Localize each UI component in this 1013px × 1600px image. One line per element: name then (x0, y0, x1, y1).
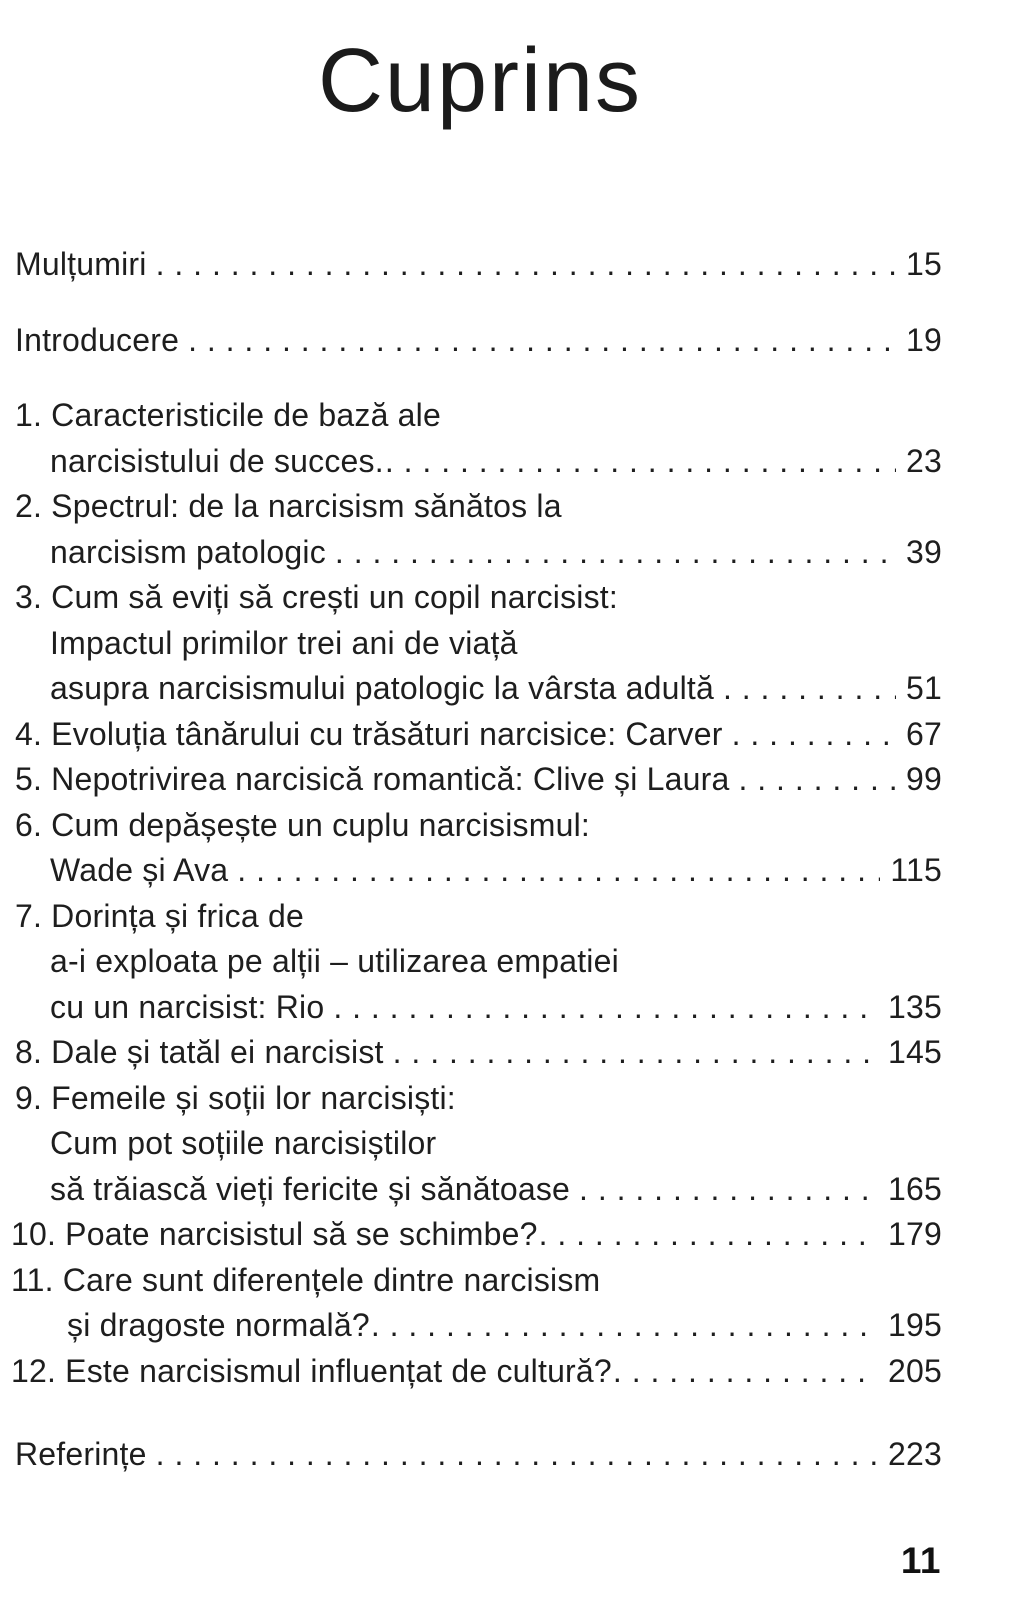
entry-text: 11. Care sunt diferențele dintre narcisism (11, 1261, 601, 1298)
dot-leader (393, 1034, 878, 1071)
entry-page-number: 195 (888, 1307, 942, 1343)
dot-leader (385, 443, 896, 480)
entry-text: 6. Cum depășește un cuplu narcisismul: (15, 806, 590, 843)
entry-text: Cum pot soțiile narcisiștilor (50, 1125, 437, 1161)
entry-text: Wade și Ava (50, 852, 229, 888)
dot-leader (613, 1353, 878, 1390)
dot-leader (738, 761, 896, 798)
entry-text: Introducere (15, 321, 180, 358)
entry-text: 5. Nepotrivirea narcisică romantică: Clive și Laura (15, 761, 730, 797)
entry-page-number: 145 (888, 1034, 942, 1070)
entry-text: a-i exploata pe alții – utilizarea empatiei (50, 943, 619, 979)
toc-entry-line (15, 1436, 942, 1482)
entry-page-number: 135 (888, 988, 942, 1025)
toc-entry-line (15, 443, 942, 489)
toc-entry-line (11, 1262, 942, 1308)
toc-entry-line (15, 943, 942, 989)
toc-entry-line (15, 625, 942, 671)
entry-text: și dragoste normală? (67, 1307, 370, 1343)
page-title: Cuprins (317, 31, 643, 131)
entry-page-number: 15 (906, 246, 942, 282)
entry-text: 10. Poate narcisistul să se schimbe? (11, 1216, 538, 1252)
dot-leader (732, 716, 896, 753)
toc-entry-line (15, 670, 942, 716)
toc-entry-line (15, 989, 942, 1035)
toc-entry-line (15, 1171, 942, 1217)
toc-entry-line (15, 852, 942, 898)
entry-text: Referințe (15, 1436, 147, 1472)
entry-page-number: 205 (888, 1352, 942, 1389)
entry-page-number: 51 (906, 670, 942, 706)
entry-text: Impactul primilor trei ani de viață (50, 624, 518, 661)
toc-entry-line (15, 807, 942, 853)
entry-text: să trăiască vieți fericite și sănătoase (50, 1170, 571, 1207)
entry-text: 4. Evoluția tânărului cu trăsături narcisice: Carver (15, 715, 723, 752)
dot-leader (156, 246, 896, 283)
table-of-contents (11, 246, 942, 1482)
dot-leader (539, 1216, 878, 1253)
entry-page-number: 99 (906, 761, 942, 797)
entry-page-number: 223 (888, 1436, 942, 1472)
toc-entry-line (15, 761, 942, 807)
toc-entry-line (11, 1353, 942, 1399)
toc-entry-line (15, 246, 942, 292)
toc-entry-line (15, 534, 942, 580)
entry-page-number: 179 (888, 1216, 942, 1252)
entry-text: narcisistului de succes. (50, 442, 384, 479)
entry-page-number: 67 (906, 715, 942, 752)
entry-page-number: 39 (906, 533, 942, 570)
entry-text: 9. Femeile și soții lor narcisiști: (15, 1079, 456, 1116)
dot-leader (156, 1436, 878, 1473)
toc-entry-line (15, 1307, 942, 1353)
toc-entry-line (15, 579, 942, 625)
toc-entry-line (15, 322, 942, 368)
entry-page-number: 115 (890, 852, 942, 888)
entry-text: 8. Dale și tatăl ei narcisist (15, 1034, 384, 1070)
entry-page-number: 165 (888, 1170, 942, 1207)
entry-page-number: 19 (906, 321, 942, 358)
toc-entry-line (15, 716, 942, 762)
entry-text: 7. Dorința și frica de (15, 897, 304, 934)
dot-leader (723, 670, 896, 707)
entry-text: narcisism patologic (50, 533, 326, 570)
entry-text: 12. Este narcisismul influențat de cultură? (11, 1352, 612, 1389)
entry-page-number: 23 (906, 442, 942, 479)
page-number: 11 (900, 1540, 941, 1581)
toc-entry-line (11, 1216, 942, 1262)
dot-leader (333, 989, 878, 1026)
entry-text: asupra narcisismului patologic la vârsta adultă (50, 670, 714, 706)
dot-leader (371, 1307, 878, 1344)
entry-text: 2. Spectrul: de la narcisism sănătos la (15, 488, 562, 524)
toc-entry-line (15, 1125, 942, 1171)
dot-leader (579, 1171, 878, 1208)
toc-entry-line (15, 397, 942, 443)
dot-leader (188, 322, 896, 359)
dot-leader (237, 852, 880, 889)
toc-entry-line (15, 898, 942, 944)
entry-text: 3. Cum să eviți să crești un copil narcisist: (15, 579, 618, 615)
toc-entry-line (15, 1080, 942, 1126)
toc-entry-line (15, 488, 942, 534)
dot-leader (335, 534, 896, 571)
toc-entry-line (15, 1034, 942, 1080)
entry-text: cu un narcisist: Rio (50, 988, 325, 1025)
entry-text: Mulțumiri (15, 246, 147, 282)
entry-text: 1. Caracteristicile de bază ale (15, 397, 441, 433)
